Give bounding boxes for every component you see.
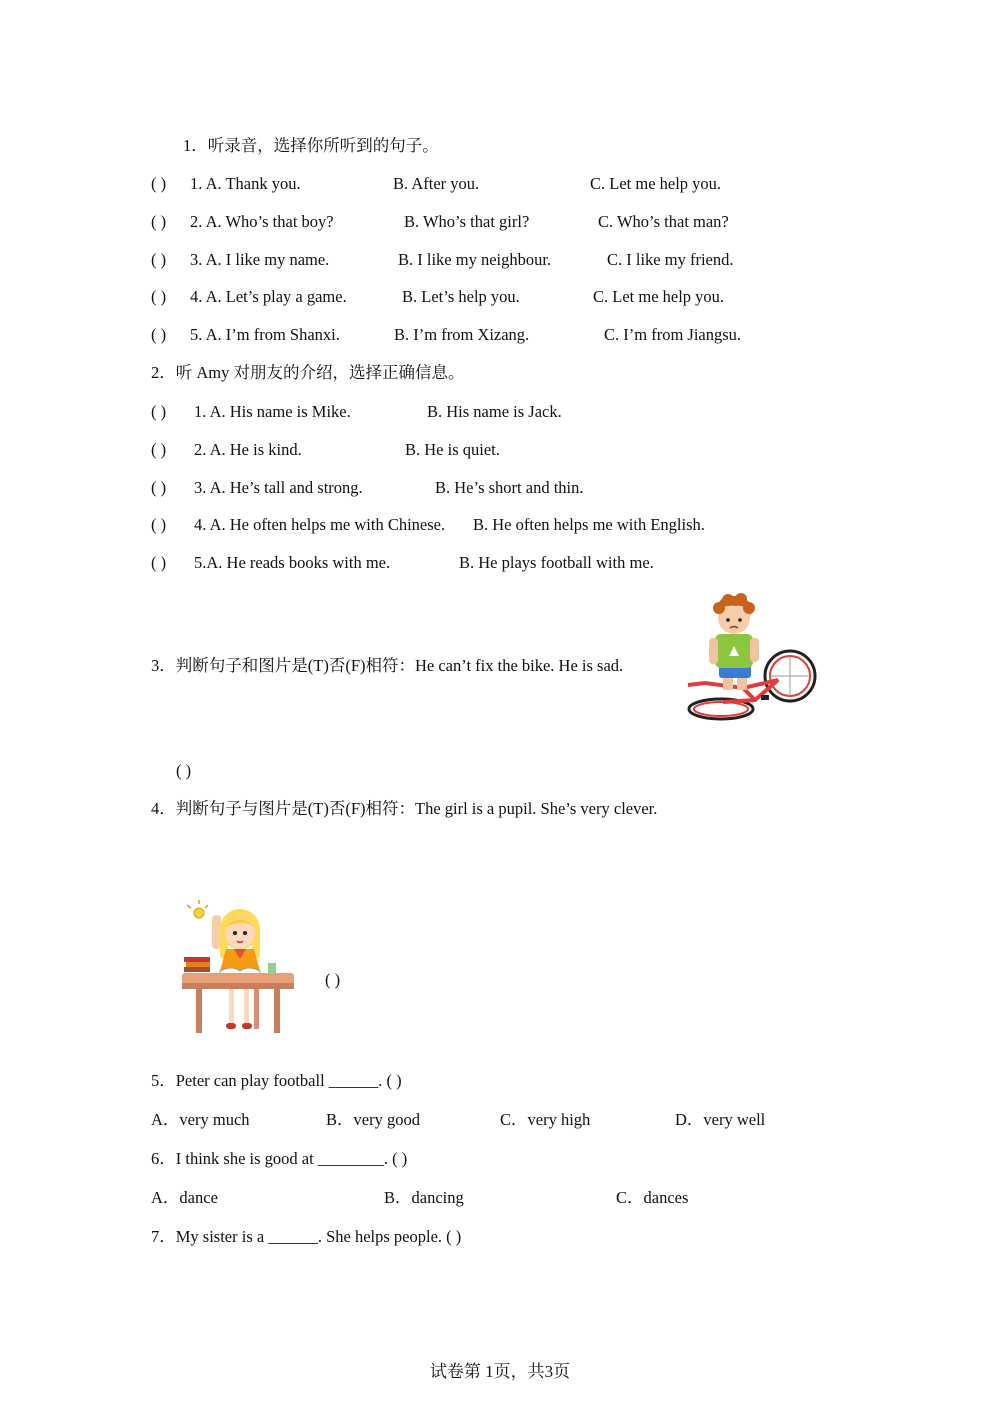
q1-item2-option-b: B. Who’s that girl? xyxy=(404,212,530,231)
q5-option-d[interactable]: D．very well xyxy=(675,1110,766,1129)
q1-item1-option-b: B. After you. xyxy=(393,174,480,193)
q6-stem: 6．I think she is good at ________. ( ) xyxy=(151,1149,408,1168)
q5-option-c[interactable]: C．very high xyxy=(500,1110,591,1129)
q1-item5-option-a: 5. A. I’m from Shanxi. xyxy=(190,325,340,344)
q3-answer-paren[interactable]: ( ) xyxy=(176,761,192,780)
q1-item4-option-b: B. Let’s help you. xyxy=(402,287,520,306)
q2-item5-option-a: 5.A. He reads books with me. xyxy=(194,553,391,572)
q5-option-b[interactable]: B．very good xyxy=(326,1110,420,1129)
q6-option-a[interactable]: A．dance xyxy=(151,1188,218,1207)
q2-item1-paren[interactable]: ( ) xyxy=(151,402,167,421)
q1-item4-option-a: 4. A. Let’s play a game. xyxy=(190,287,347,306)
q1-item2-option-c: C. Who’s that man? xyxy=(598,212,729,231)
q2-item3-option-a: 3. A. He’s tall and strong. xyxy=(194,478,363,497)
q1-item5-option-b: B. I’m from Xizang. xyxy=(394,325,530,344)
q5-stem: 5．Peter can play football ______. ( ) xyxy=(151,1071,402,1090)
q1-item3-paren[interactable]: ( ) xyxy=(151,250,167,269)
q2-item4-option-a: 4. A. He often helps me with Chinese. xyxy=(194,515,446,534)
q4-title: 4．判断句子与图片是(T)否(F)相符：The girl is a pupil. She’s very clever. xyxy=(151,799,658,818)
q2-item4-option-b: B. He often helps me with English. xyxy=(473,515,705,534)
q2-title: 2．听 Amy 对朋友的介绍，选择正确信息。 xyxy=(151,363,465,382)
q1-item1-option-c: C. Let me help you. xyxy=(590,174,722,193)
q2-item2-option-a: 2. A. He is kind. xyxy=(194,440,302,459)
q5-option-a[interactable]: A．very much xyxy=(151,1110,250,1129)
q6-option-c[interactable]: C．dances xyxy=(616,1188,689,1207)
q1-item2-option-a: 2. A. Who’s that boy? xyxy=(190,212,334,231)
q1-item3-option-c: C. I like my friend. xyxy=(607,250,734,269)
q3-title: 3．判断句子和图片是(T)否(F)相符：He can’t fix the bike. He is sad. xyxy=(151,656,624,675)
boy-broken-bike-illustration xyxy=(683,588,818,724)
q1-item3-option-a: 3. A. I like my name. xyxy=(190,250,330,269)
q2-item5-paren[interactable]: ( ) xyxy=(151,553,167,572)
girl-at-desk-illustration xyxy=(182,897,295,1037)
q2-item3-paren[interactable]: ( ) xyxy=(151,478,167,497)
q2-item2-paren[interactable]: ( ) xyxy=(151,440,167,459)
q1-title: 1．听录音，选择你所听到的句子。 xyxy=(183,136,439,155)
q2-item1-option-b: B. His name is Jack. xyxy=(427,402,562,421)
q1-item4-paren[interactable]: ( ) xyxy=(151,287,167,306)
q2-item5-option-b: B. He plays football with me. xyxy=(459,553,654,572)
q1-item5-paren[interactable]: ( ) xyxy=(151,325,167,344)
q6-option-b[interactable]: B．dancing xyxy=(384,1188,464,1207)
page-footer: 试卷第 1页，共3页 xyxy=(429,1362,571,1381)
q2-item1-option-a: 1. A. His name is Mike. xyxy=(194,402,351,421)
q1-item5-option-c: C. I’m from Jiangsu. xyxy=(604,325,742,344)
q7-stem: 7．My sister is a ______. She helps people. ( ) xyxy=(151,1227,462,1246)
q1-item1-paren[interactable]: ( ) xyxy=(151,174,167,193)
q2-item4-paren[interactable]: ( ) xyxy=(151,515,167,534)
q2-item3-option-b: B. He’s short and thin. xyxy=(435,478,584,497)
q1-item3-option-b: B. I like my neighbour. xyxy=(398,250,552,269)
q1-item2-paren[interactable]: ( ) xyxy=(151,212,167,231)
q4-answer-paren[interactable]: ( ) xyxy=(325,970,341,989)
q1-item4-option-c: C. Let me help you. xyxy=(593,287,725,306)
q1-item1-option-a: 1. A. Thank you. xyxy=(190,174,301,193)
q2-item2-option-b: B. He is quiet. xyxy=(405,440,500,459)
